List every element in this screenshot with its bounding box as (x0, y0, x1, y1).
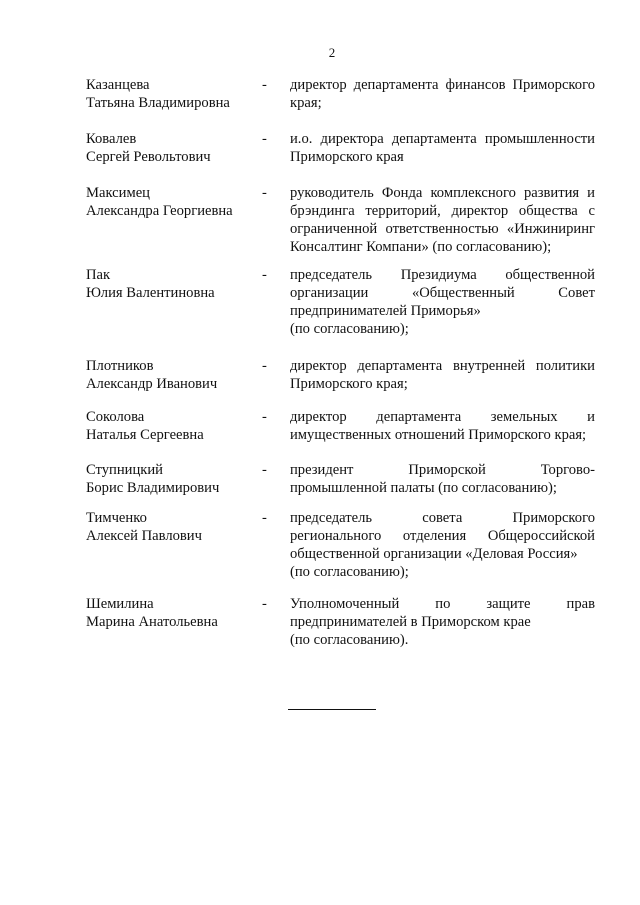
member-name (86, 184, 256, 220)
role-line: (по согласованию); (290, 564, 409, 580)
separator-dash: - (262, 409, 267, 425)
role-line: руководитель Фонда комплексного развития и (290, 185, 595, 201)
member-given-names: Татьяна Владимировна (86, 95, 230, 111)
role-line: брэндинга территорий, директор общества с (290, 203, 595, 219)
role-line: президент Приморской Торгово- (290, 462, 595, 478)
member-surname: Максимец (86, 185, 150, 201)
member-given-names: Алексей Павлович (86, 528, 202, 544)
member-role (290, 76, 595, 112)
member-given-names: Александра Георгиевна (86, 203, 233, 219)
separator-dash: - (262, 77, 267, 93)
role-line: ограниченной ответственностью «Инжиниринг (290, 221, 595, 237)
member-surname: Соколова (86, 409, 145, 425)
member-role (290, 130, 595, 166)
role-line: Консалтинг Компани» (по согласованию); (290, 239, 552, 255)
member-role (290, 408, 595, 444)
member-given-names: Юлия Валентиновна (86, 285, 215, 301)
separator-dash: - (262, 510, 267, 526)
member-role (290, 357, 595, 393)
role-line: Уполномоченный по защите прав (290, 596, 595, 612)
role-line: предпринимателей в Приморском крае (290, 614, 531, 630)
member-surname: Плотников (86, 358, 154, 374)
member-role (290, 266, 595, 338)
member-name (86, 461, 256, 497)
member-surname: Казанцева (86, 77, 150, 93)
separator-dash: - (262, 131, 267, 147)
member-surname: Шемилина (86, 596, 154, 612)
separator-dash: - (262, 462, 267, 478)
member-surname: Пак (86, 267, 111, 283)
role-line: директор департамента земельных и (290, 409, 595, 425)
role-line: и.о. директора департамента промышленности (290, 131, 595, 147)
member-given-names: Наталья Сергеевна (86, 427, 204, 443)
separator-dash: - (262, 267, 267, 283)
role-line: директор департамента финансов Приморского (290, 77, 595, 93)
member-given-names: Марина Анатольевна (86, 614, 218, 630)
role-line: председатель Президиума общественной (290, 267, 595, 283)
role-line: (по согласованию); (290, 321, 409, 337)
member-name (86, 509, 256, 545)
role-line: Приморского края; (290, 376, 408, 392)
role-line: предпринимателей Приморья» (290, 303, 481, 319)
member-name (86, 76, 256, 112)
role-line: Приморского края (290, 149, 404, 165)
member-role (290, 184, 595, 256)
role-line: имущественных отношений Приморского края; (290, 427, 587, 443)
role-line: организации «Общественный Совет (290, 285, 595, 301)
role-line: директор департамента внутренней политики (290, 358, 595, 374)
member-surname: Тимченко (86, 510, 147, 526)
member-name (86, 130, 256, 166)
separator-dash: - (262, 358, 267, 374)
member-role (290, 461, 595, 497)
member-given-names: Борис Владимирович (86, 480, 220, 496)
member-given-names: Александр Иванович (86, 376, 218, 392)
role-line: председатель совета Приморского (290, 510, 595, 526)
member-surname: Ковалев (86, 131, 137, 147)
role-line: промышленной палаты (по согласованию); (290, 480, 557, 496)
member-role (290, 595, 595, 649)
separator-dash: - (262, 596, 267, 612)
page-number: 2 (328, 45, 336, 60)
member-given-names: Сергей Револьтович (86, 149, 211, 165)
role-line: (по согласованию). (290, 632, 409, 648)
member-surname: Ступницкий (86, 462, 163, 478)
member-name (86, 357, 256, 393)
role-line: края; (290, 95, 322, 111)
role-line: регионального отделения Общероссийской (290, 528, 595, 544)
separator-dash: - (262, 185, 267, 201)
role-line: общественной организации «Деловая Россия» (290, 546, 578, 562)
member-name (86, 266, 256, 302)
closing-rule (288, 709, 376, 710)
member-name (86, 595, 256, 631)
member-role (290, 509, 595, 581)
member-name (86, 408, 256, 444)
